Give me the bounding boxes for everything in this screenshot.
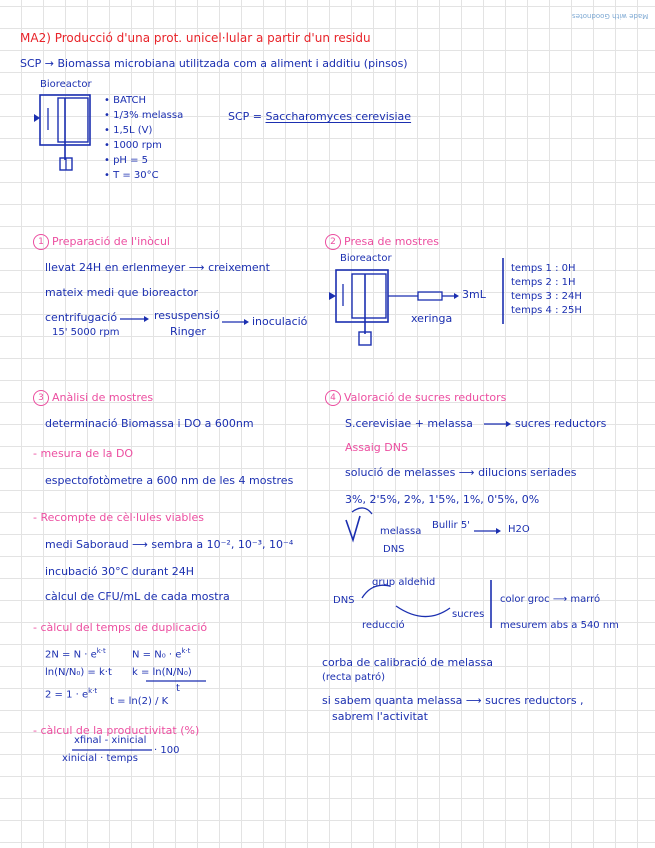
eq-k-denominator: t: [176, 683, 180, 694]
productivity-numerator: xfinal - xinicial: [74, 735, 147, 746]
page-title: MA2) Producció d'una prot. unicel·lular a partir d'un residu: [20, 31, 371, 45]
s3-heading-recompte: - Recompte de cèl·lules viables: [33, 511, 204, 524]
section-1-title: 1 Preparació de l'inòcul: [33, 234, 170, 250]
s3-line-4: incubació 30°C durant 24H: [45, 565, 195, 578]
section-4-title: 4 Valoració de sucres reductors: [325, 390, 506, 406]
s3-heading-productivitat: - càlcul de la productivitat (%): [33, 724, 200, 737]
s4-bullir: Bullir 5': [432, 520, 470, 531]
productivity-multiplier: · 100: [154, 745, 180, 756]
s4-dns: DNS: [383, 544, 405, 555]
s1-inoculacio: inoculació: [252, 315, 308, 328]
productivity-denominator: xinicial · temps: [62, 753, 138, 764]
bioreactor-label: Bioreactor: [40, 79, 92, 90]
eq-ln: ln(N/N₀) = k·t: [45, 667, 112, 678]
s4-h2o: H2O: [508, 524, 530, 535]
s1-centrifugacio-params: 15' 5000 rpm: [52, 327, 120, 338]
s4-reduccio: reducció: [362, 620, 405, 631]
s3-line-5: càlcul de CFU/mL de cada mostra: [45, 590, 230, 603]
s1-ringer: Ringer: [170, 325, 206, 338]
s2-bioreactor-label: Bioreactor: [340, 253, 392, 264]
s3-line-2: espectofotòmetre a 600 nm de les 4 mostres: [45, 474, 294, 487]
s2-xeringa: xeringa: [411, 312, 453, 325]
s1-centrifugacio: centrifugació: [45, 311, 118, 324]
section-3-title: 3 Anàlisi de mostres: [33, 390, 153, 406]
s4-grup-aldehid: grup aldehid: [372, 577, 436, 588]
eq-n: $N = N_0 \cdot e^{k\cdot t}$: [132, 647, 191, 661]
s3-line-1: determinació Biomassa i DO a 600nm: [45, 417, 254, 430]
s4-line-1b: sucres reductors: [515, 417, 607, 430]
s3-heading-do: - mesura de la DO: [33, 447, 134, 460]
s4-sucres: sucres: [452, 609, 485, 620]
s4-dns-2: DNS: [333, 595, 355, 606]
s4-recta: (recta patró): [322, 672, 385, 683]
s4-mesurem: mesurem abs a 540 nm: [500, 620, 619, 631]
eq-k: k = ln(N/N₀): [132, 667, 192, 678]
s3-heading-duplicacio: - càlcul del temps de duplicació: [33, 621, 208, 634]
s1-line-1: llevat 24H en erlenmeyer ⟶ creixement: [45, 261, 270, 274]
s3-line-3: medi Saboraud ⟶ sembra a 10⁻², 10⁻³, 10⁻⁴: [45, 538, 294, 551]
section-2-title: 2 Presa de mostres: [325, 234, 439, 250]
s2-volume: 3mL: [462, 288, 486, 301]
s4-color: color groc ⟶ marró: [500, 594, 601, 605]
scp-definition: SCP → Biomassa microbiana utilitzada com a aliment i additiu (pinsos): [20, 57, 408, 70]
eq-2n: $2N = N \cdot e^{k\cdot t}$: [45, 647, 106, 661]
eq-2: $2 = 1 \cdot e^{k\cdot t}$: [45, 687, 98, 701]
s4-si-1: si sabem quanta melassa ⟶ sucres reductors ,: [322, 694, 584, 707]
s4-line-2: solució de melasses ⟶ dilucions seriades: [345, 466, 577, 479]
scp-equation: SCP = Saccharomyces cerevisiae: [228, 110, 412, 123]
s4-line-1a: S.cerevisiae + melassa: [345, 417, 473, 430]
s4-line-3: 3%, 2'5%, 2%, 1'5%, 1%, 0'5%, 0%: [345, 493, 540, 506]
s4-assaig-dns: Assaig DNS: [345, 441, 408, 454]
eq-t: t = ln(2) / K: [110, 696, 169, 707]
s4-si-2: sabrem l'activitat: [332, 710, 428, 723]
s4-melassa: melassa: [380, 526, 422, 537]
s1-line-2: mateix medi que bioreactor: [45, 286, 199, 299]
watermark: Made with Goodnotes: [572, 12, 649, 20]
scp-organism-name: Saccharomyces cerevisiae: [265, 110, 412, 123]
s1-resuspensio: resuspensió: [154, 309, 220, 322]
s4-corba: corba de calibració de melassa: [322, 656, 493, 669]
